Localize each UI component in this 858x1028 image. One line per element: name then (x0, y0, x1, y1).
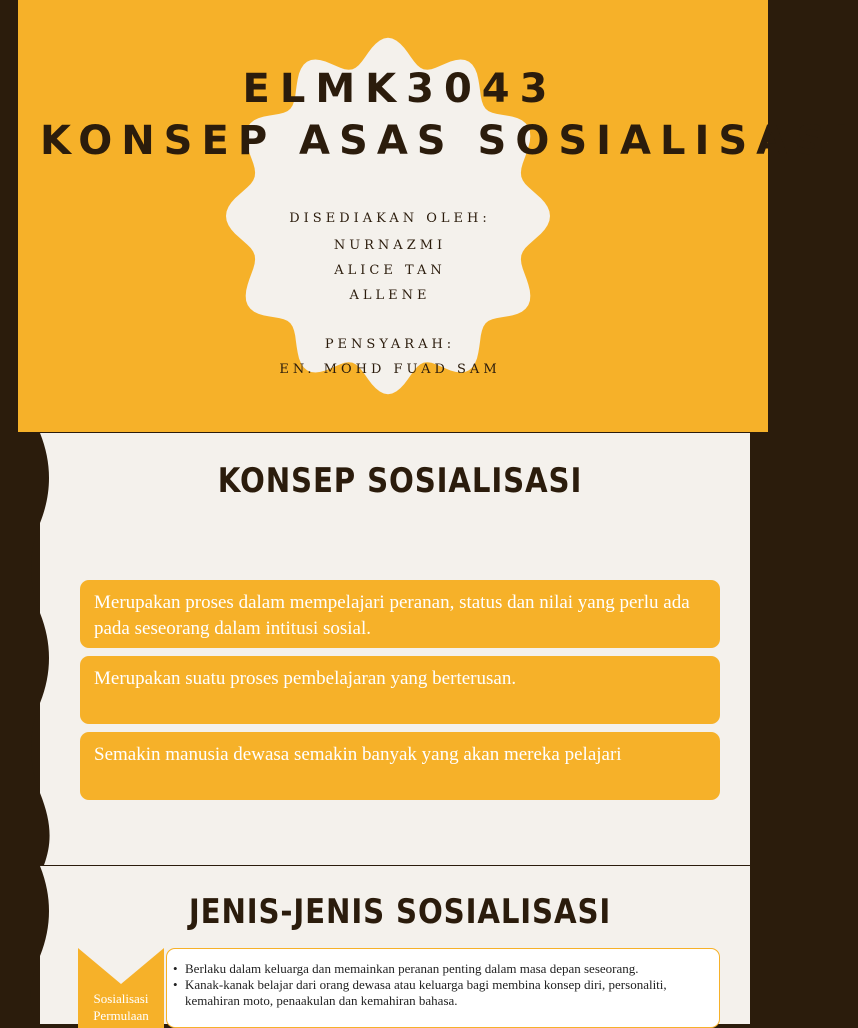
bullet-list-box (166, 948, 720, 1028)
concept-point: Merupakan suatu proses pembelajaran yang berterusan. (80, 656, 720, 724)
author-name: ALLENE (349, 288, 431, 303)
course-code: ELMK3043 (242, 66, 558, 112)
slide-heading: JENIS-JENIS SOSIALISASI (188, 892, 612, 932)
concept-point: Merupakan proses dalam mempelajari peranan, status dan nilai yang perlu ada pada seseorang dalam intitusi sosial. (80, 580, 720, 648)
concept-slide (0, 433, 768, 865)
lecturer-label: PENSYARAH: (324, 337, 456, 352)
left-dark-strip (0, 0, 18, 432)
list-item: • Berlaku dalam keluarga dan memainkan peranan penting dalam masa depan seseorang. (173, 961, 709, 977)
lecturer-name: EN. MOHD FUAD SAM (279, 362, 501, 377)
author-name: NURNAZMI (333, 238, 447, 253)
author-name: ALICE TAN (334, 263, 446, 278)
slide-heading: KONSEP SOSIALISASI (217, 461, 583, 501)
prepared-by-label: DISEDIAKAN OLEH: (289, 211, 491, 226)
types-slide (0, 866, 768, 1024)
wavy-edge-decoration (0, 433, 60, 865)
socialization-type-label: Sosialisasi Permulaan (93, 991, 149, 1023)
title-slide (0, 0, 858, 432)
wavy-edge-decoration (0, 866, 60, 1024)
concept-point: Semakin manusia dewasa semakin banyak yang akan mereka pelajari (80, 732, 720, 800)
list-item: • Kanak-kanak belajar dari orang dewasa atau keluarga bagi membina konsep diri, personaliti, kemahiran moto, penaakulan dan kemahiran bahasa. (173, 977, 709, 1009)
slide-title: KONSEP ASAS SOSIALISASI (40, 118, 858, 164)
